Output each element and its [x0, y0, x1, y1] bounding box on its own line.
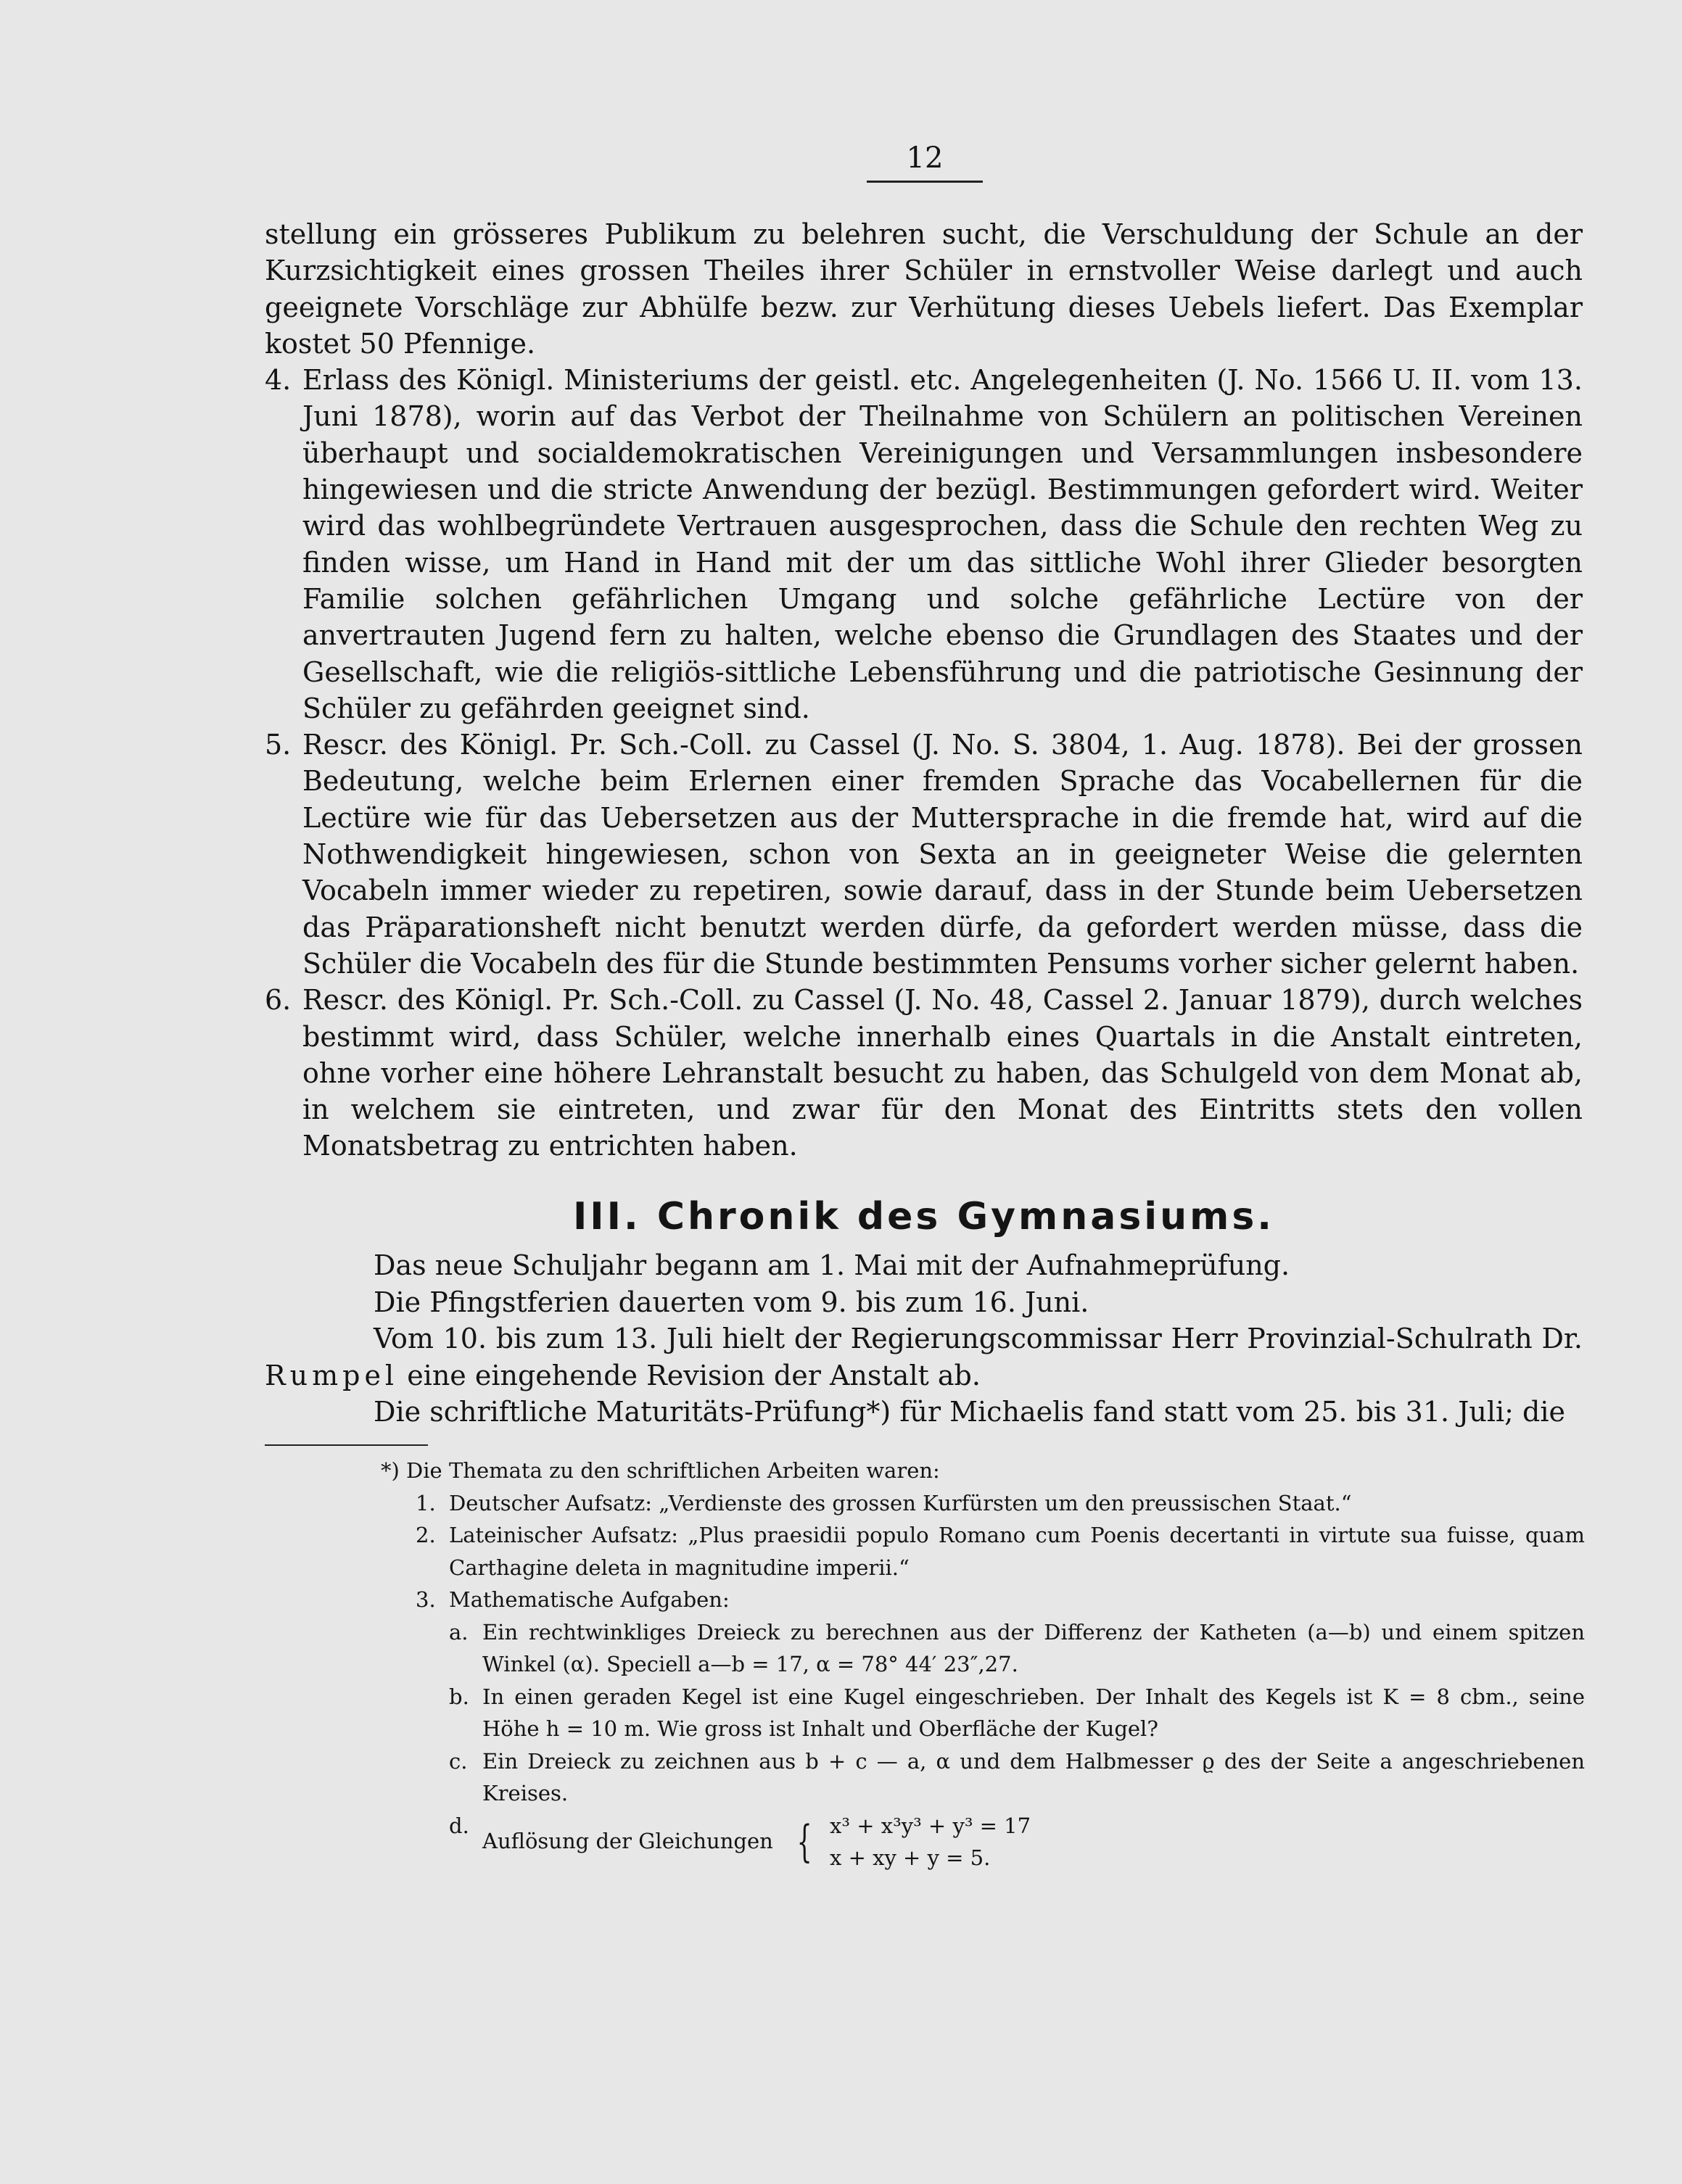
- chronicle-line: Die Pfingstferien dauerten vom 9. bis zum 16. Juni.: [374, 1286, 1089, 1318]
- footnote-divider: [265, 1444, 428, 1446]
- person-name: Rumpel: [265, 1359, 399, 1391]
- intro-paragraph: stellung ein grösseres Publikum zu belehren sucht, die Verschuldung der Schule an der Kurzsichtigkeit eines grossen Theiles ihrer Schüler in ernstvoller Weise darlegt und auch geeignete Vorschläge zur Abhülfe bezw. zur Verhütung dieses Uebels liefert. Das Exemplar kostet 50 Pfennige.: [265, 218, 1583, 360]
- math-task: [381, 1616, 1585, 1681]
- equation: x³ + x³y³ + y³ = 17: [830, 1813, 1031, 1838]
- topic-number: 2.: [416, 1523, 436, 1547]
- math-task: [381, 1745, 1585, 1810]
- footnote-title: *) Die Themata zu den schriftlichen Arbeiten waren:: [381, 1458, 940, 1483]
- footnote: [381, 1455, 1585, 1874]
- equation-system: [482, 1810, 1031, 1874]
- item-number: 5.: [265, 729, 292, 761]
- chronicle-text-start: Vom 10. bis zum 13. Juli hielt der Regierungscommissar Herr Provinzial-Schulrath Dr.: [374, 1323, 1583, 1354]
- task-text: Auflösung der Gleichungen: [482, 1829, 773, 1854]
- topic-text: Lateinischer Aufsatz: „Plus praesidii populo Romano cum Poenis decertanti in virtute sua fuisse, quam Carthagine deleta in magnitudine imperii.“: [449, 1523, 1585, 1580]
- item-text: Rescr. des Königl. Pr. Sch.-Coll. zu Cassel (J. No. S. 3804, 1. Aug. 1878). Bei der grossen Bedeutung, welche beim Erlernen einer fremden Sprache das Vocabellernen für die Lectüre wie für das Uebersetzen aus der Muttersprache in die fremde hat, wird auf die Nothwendigkeit hingewiesen, schon von Sexta an in geeigneter Weise die gelernten Vocabeln immer wieder zu repetiren, sowie darauf, dass in der Stunde beim Uebersetzen das Präparationsheft nicht benutzt werden dürfe, da gefordert werden müsse, dass die Schüler die Vocabeln des für die Stunde bestimmten Pensums vorher sicher gelernt haben.: [302, 729, 1583, 980]
- section-heading: III. Chronik des Gymnasiums.: [572, 1195, 1275, 1238]
- topic-text: Mathematische Aufgaben:: [449, 1587, 730, 1612]
- item-number: 4.: [265, 364, 292, 397]
- chronicle-line: Das neue Schuljahr begann am 1. Mai mit der Aufnahmeprüfung.: [374, 1249, 1290, 1281]
- chronicle-line: Die schriftliche Maturitäts-Prüfung*) für Michaelis fand statt vom 25. bis 31. Juli; die: [374, 1396, 1566, 1428]
- task-letter: a.: [449, 1619, 469, 1645]
- topic-number: 3.: [416, 1587, 436, 1612]
- brace-symbol: {: [796, 1816, 812, 1867]
- footnote-topic: [381, 1487, 1585, 1520]
- footnote-topic: [381, 1584, 1585, 1616]
- item-number: 6.: [265, 984, 292, 1017]
- item-text: Erlass des Königl. Ministeriums der geistl. etc. Angelegenheiten (J. No. 1566 U. II. vom 13. Juni 1878), worin auf das Verbot der Theilnahme von Schülern an politischen Vereinen überhaupt und socialdemokratischen Vereinigungen und Versammlungen insbesondere hingewiesen und die stricte Anwendung der bezügl. Bestimmungen gefordert wird. Weiter wird das wohlbegründete Vertrauen ausgesprochen, dass die Schule den rechten Weg zu finden wisse, um Hand in Hand mit der um das sittliche Wohl ihrer Glieder besorgten Familie solchen gefährlichen Umgang und solche gefährliche Lectüre von der anvertrauten Jugend fern zu halten, welche ebenso die Grundlagen des Staates und der Gesellschaft, wie die religiös-sittliche Lebensführung und die patriotische Gesinnung der Schüler zu gefährden geeignet sind.: [302, 364, 1583, 724]
- body-text: [265, 216, 1583, 1165]
- page-number: 12: [867, 141, 983, 183]
- topic-text: Deutscher Aufsatz: „Verdienste des grossen Kurfürsten um den preussischen Staat.“: [449, 1490, 1352, 1515]
- footnote-topic: [381, 1519, 1585, 1584]
- chronicle-text: [265, 1247, 1583, 1431]
- task-letter: c.: [449, 1748, 468, 1774]
- math-task: [381, 1681, 1585, 1745]
- topic-number: 1.: [416, 1490, 436, 1515]
- list-item: [265, 727, 1583, 982]
- task-text: Ein Dreieck zu zeichnen aus b + c — a, α und dem Halbmesser ϱ des der Seite a angeschriebenen Kreises.: [482, 1748, 1585, 1805]
- math-task: [381, 1810, 1585, 1874]
- item-text: Rescr. des Königl. Pr. Sch.-Coll. zu Cassel (J. No. 48, Cassel 2. Januar 1879), durch welches bestimmt wird, dass Schüler, welche innerhalb eines Quartals in die Anstalt eintreten, ohne vorher eine höhere Lehranstalt besucht zu haben, das Schulgeld von dem Monat ab, in welchem sie eintreten, und zwar für den Monat des Eintritts stets den vollen Monatsbetrag zu entrichten haben.: [302, 984, 1583, 1162]
- chronicle-paragraph: [265, 1320, 1583, 1394]
- equation: x + xy + y = 5.: [830, 1845, 991, 1870]
- task-text: In einen geraden Kegel ist eine Kugel eingeschrieben. Der Inhalt des Kegels ist K = 8 cbm., seine Höhe h = 10 m. Wie gross ist Inhalt und Oberfläche der Kugel?: [482, 1684, 1585, 1741]
- list-item: [265, 982, 1583, 1164]
- task-letter: d.: [449, 1813, 469, 1838]
- task-text: Ein rechtwinkliges Dreieck zu berechnen aus der Differenz der Katheten (a—b) und einem spitzen Winkel (α). Speciell a—b = 17, α = 78° 44′ 23″,27.: [482, 1619, 1585, 1676]
- chronicle-text-end: eine eingehende Revision der Anstalt ab.: [407, 1359, 981, 1391]
- task-letter: b.: [449, 1684, 469, 1709]
- list-item: [265, 362, 1583, 727]
- equations: [830, 1810, 1031, 1874]
